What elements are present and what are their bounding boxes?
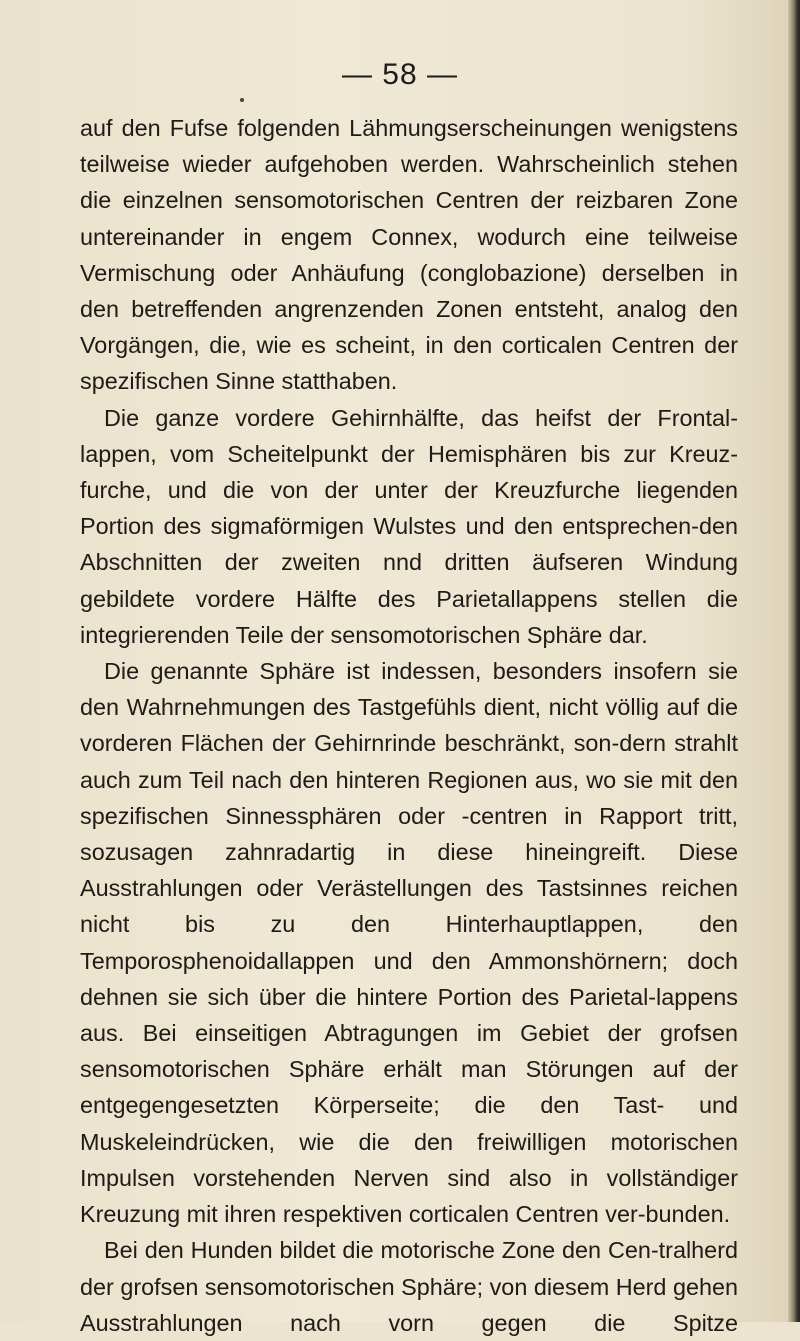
paragraph: Bei den Hunden bildet die motorische Zone den Cen-tralherd der grofsen sensomotorischen Sphäre; von diesem Herd gehen Ausstrahlungen nach vorn gegen die Spitze: [80, 1237, 738, 1336]
page-edge-shadow: [788, 0, 800, 1322]
body-text: [80, 110, 738, 1341]
print-speck: [240, 98, 244, 102]
paragraph: auf den Fufse folgenden Lähmungserscheinungen wenigstens teilweise wieder aufgehoben werden. Wahrscheinlich stehen die einzelnen sensomotorischen Centren der reizbaren Zone untereinander in engem Connex, wodurch eine teilweise Vermischung oder Anhäufung (conglobazione) derselben in den betreffenden angrenzenden Zonen entsteht, analog den Vorgängen, die, wie es scheint, in den corticalen Centren der spezifischen Sinne statthaben.: [80, 115, 738, 395]
paragraph: Die genannte Sphäre ist indessen, besonders insofern sie den Wahrnehmungen des Tastgefühls dient, nicht völlig auf die vorderen Flächen der Gehirnrinde beschränkt, son-dern strahlt auch zum Teil nach den hinteren Regionen aus, wo sie mit den spezifischen Sinnessphären oder -centren in Rapport tritt, sozusagen zahnradartig in diese hineingreift. Diese Ausstrahlungen oder Verästellungen des Tastsinnes reichen nicht bis zu den Hinterhauptlappen, den Temporosphenoidallappen und den Ammonshörnern; doch dehnen sie sich über die hintere Portion des Parietal-lappens aus. Bei einseitigen Abtragungen im Gebiet der grofsen sensomotorischen Sphäre erhält man Störungen auf der entgegengesetzten Körperseite; die den Tast- und Muskeleindrücken, wie die den freiwilligen motorischen Impulsen vorstehenden Nerven sind also in vollständiger Kreuzung mit ihren respektiven corticalen Centren ver-bunden.: [80, 658, 738, 1228]
page-number: — 58 —: [341, 58, 459, 91]
paragraph: Die ganze vordere Gehirnhälfte, das heifst der Frontal-lappen, vom Scheitelpunkt der Hemisphären bis zur Kreuz-furche, und die von der unter der Kreuzfurche liegenden Portion des sigmaförmigen Wulstes und den entsprechen-den Abschnitten der zweiten nnd dritten äufseren Windung gebildete vordere Hälfte des Parietallappens stellen die integrierenden Teile der sensomotorischen Sphäre dar.: [80, 404, 738, 648]
